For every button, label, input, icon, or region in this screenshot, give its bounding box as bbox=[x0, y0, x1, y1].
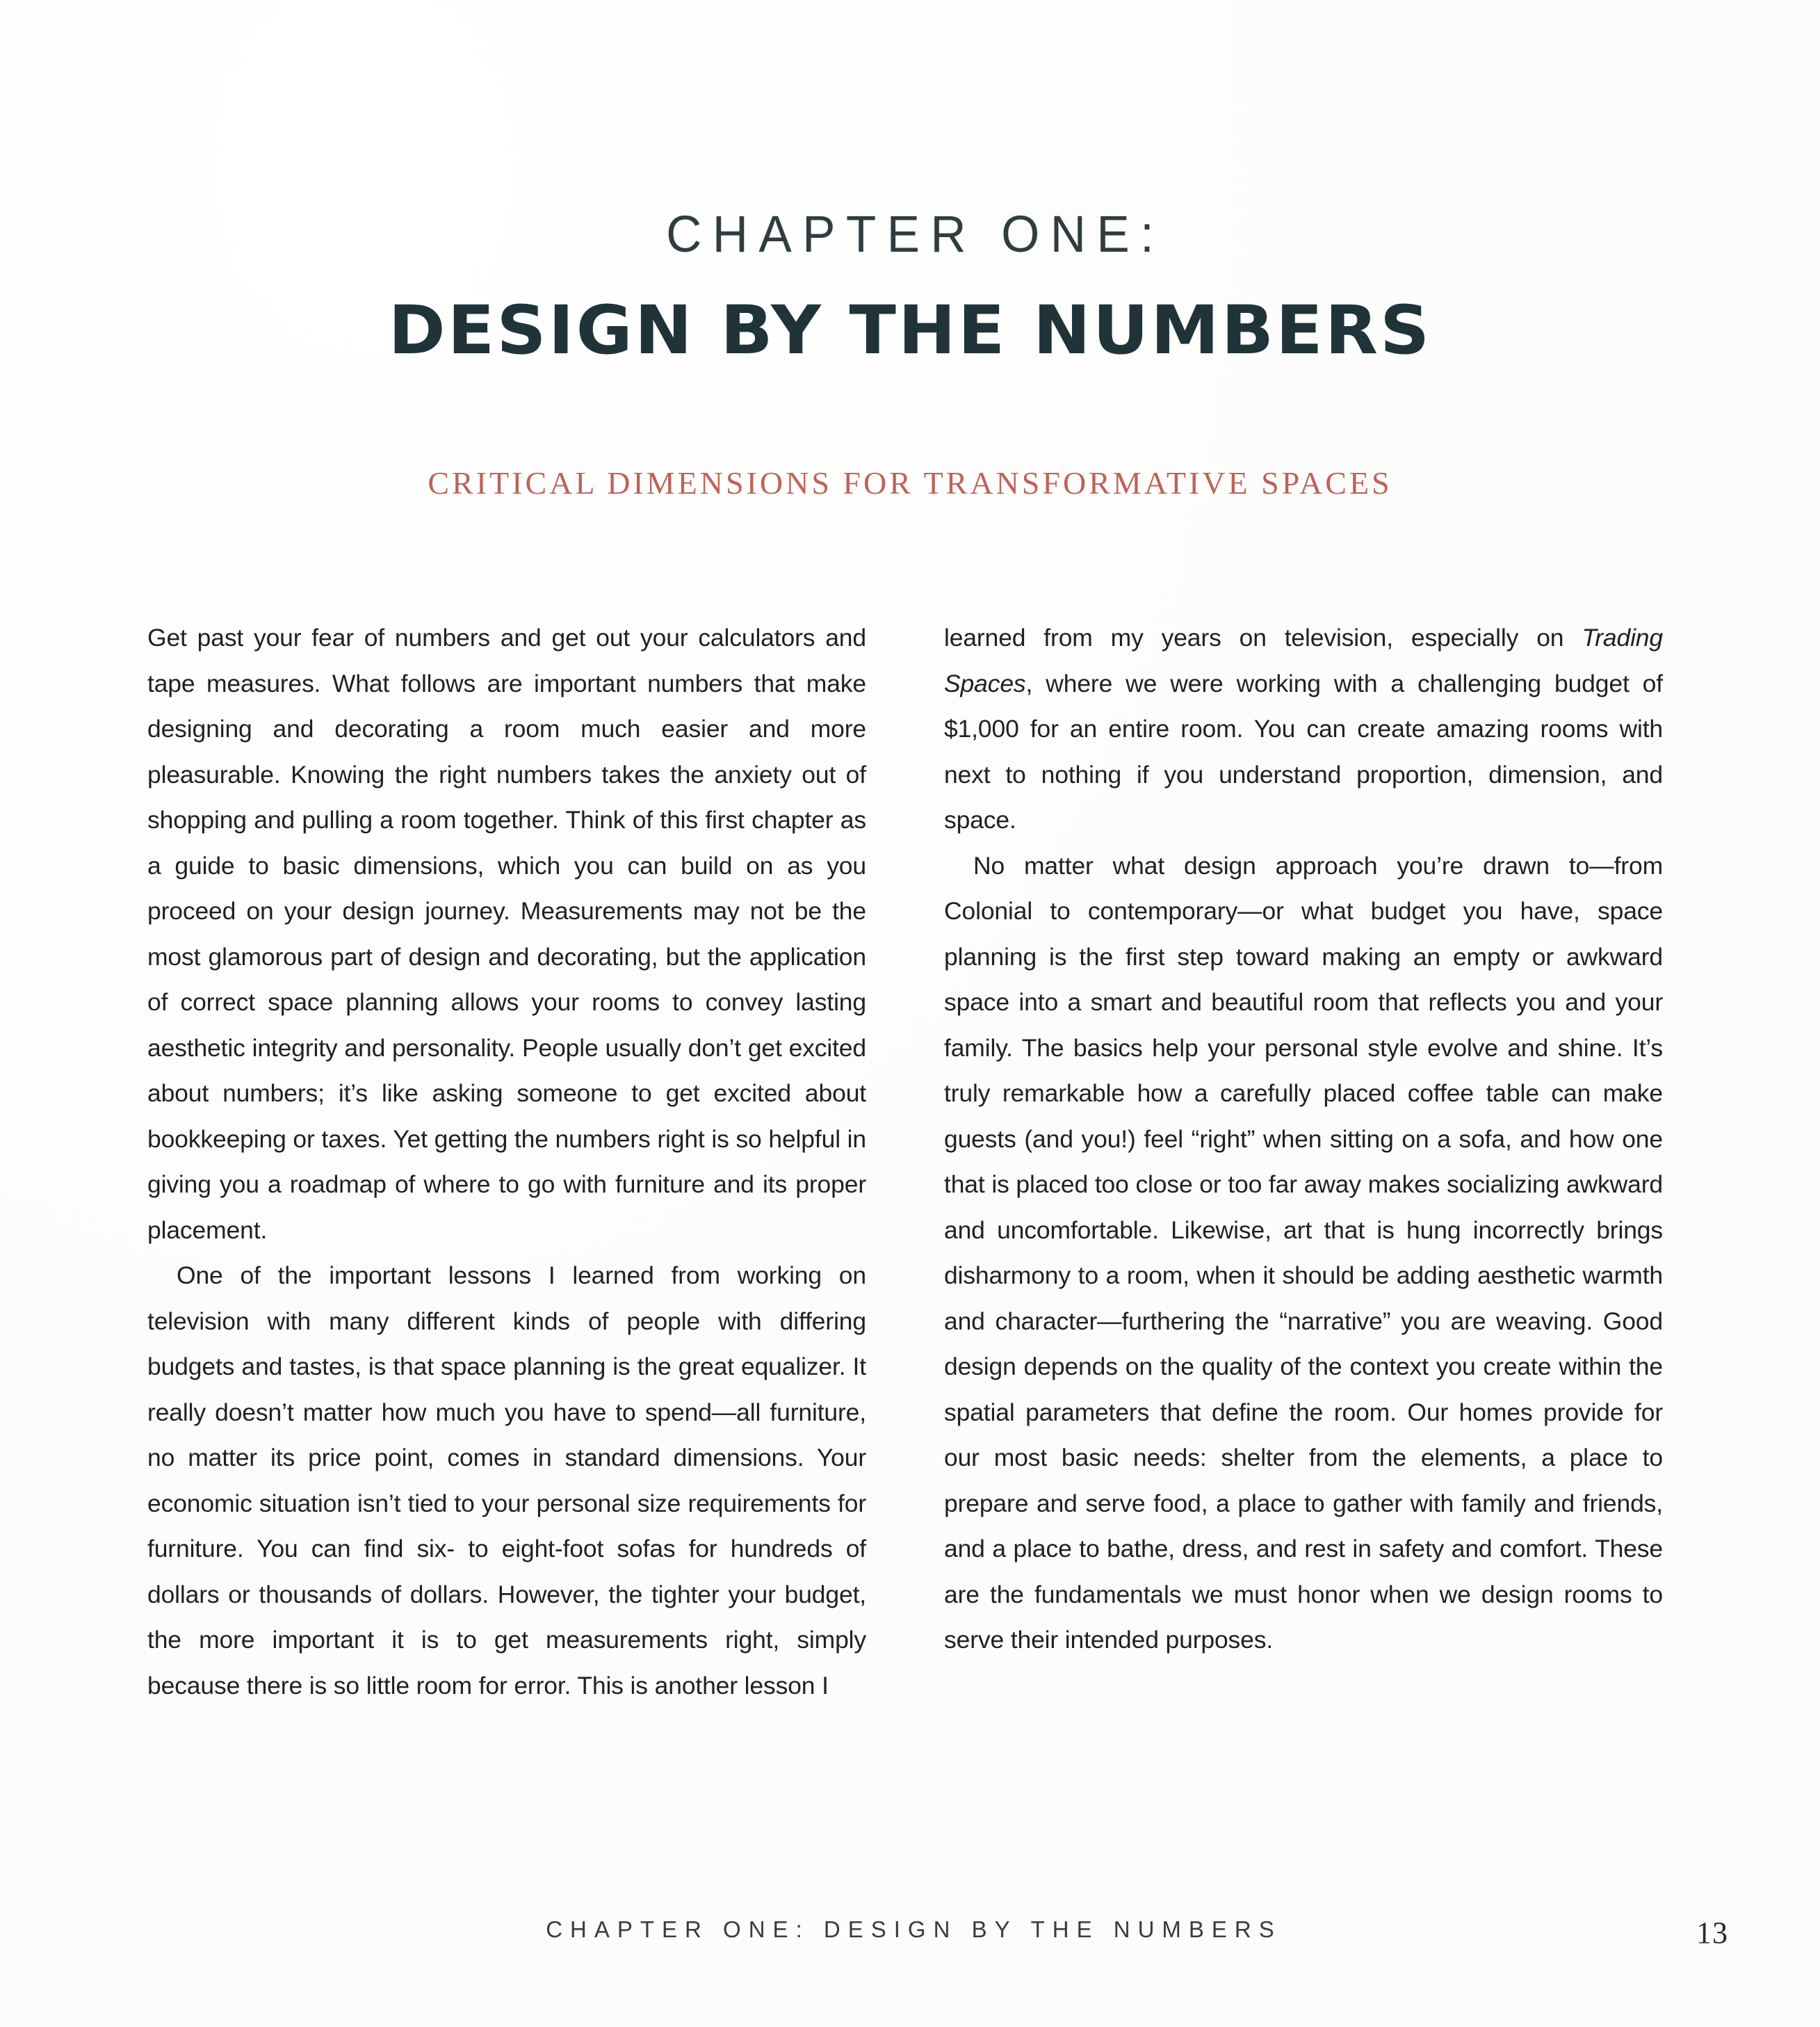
page-number: 13 bbox=[1696, 1916, 1728, 1950]
chapter-eyebrow: CHAPTER ONE: bbox=[666, 205, 1165, 263]
right-column bbox=[944, 615, 1663, 1709]
left-column bbox=[147, 615, 866, 1709]
chapter-header bbox=[0, 205, 1820, 369]
paragraph-space-planning: No matter what design approach you’re drawn to—from Colonial to contemporary—or what budget you have, space planning is the first step toward making an empty or awkward space into a smart and beautiful room that reflects you and your family. The basics help your personal style evolve and shine. It’s truly remarkable how a carefully placed coffee table can make guests (and you!) feel “right” when sitting on a sofa, and how one that is placed too close or too far away makes socializing awkward and uncomfortable. Likewise, art that is hung incorrectly brings disharmony to a room, when it should be adding aesthetic warmth and character—furthering the “narrative” you are weaving. Good design depends on the quality of the context you create within the spatial parameters that define the room. Our homes provide for our most basic needs: shelter from the elements, a place to prepare and serve food, a place to gather with family and friends, and a place to bathe, dress, and rest in safety and comfort. These are the fundamentals we must honor when we design rooms to serve their intended purposes. bbox=[944, 851, 1663, 1654]
page-footer bbox=[0, 1912, 1820, 1960]
body-columns bbox=[147, 615, 1663, 1709]
paragraph-text-before-title: learned from my years on television, especially on bbox=[944, 624, 1582, 652]
paragraph-lessons-start: One of the important lessons I learned from working on television with many different kinds of people with differing budgets and tastes, is that space planning is the great equalizer. It really doesn’t matter how much you have to spend—all furniture, no matter its price point, comes in standard dimensions. Your economic situation isn’t tied to your personal size requirements for furniture. You can find six- to eight-foot sofas for hundreds of dollars or thousands of dollars. However, the tighter your budget, the more important it is to get measurements right, simply because there is so little room for error. This is another lesson I bbox=[147, 1261, 866, 1699]
show-title-trading-spaces: Trading Spaces bbox=[944, 624, 1663, 697]
chapter-subtitle: CRITICAL DIMENSIONS FOR TRANSFORMATIVE SPACES bbox=[428, 465, 1392, 501]
paragraph-lessons-continued bbox=[944, 615, 1663, 843]
running-head: CHAPTER ONE: DESIGN BY THE NUMBERS bbox=[546, 1916, 1282, 1942]
page-title: DESIGN BY THE NUMBERS bbox=[388, 291, 1432, 369]
paragraph-intro: Get past your fear of numbers and get out your calculators and tape measures. What follows are important numbers that make designing and decorating a room much easier and more pleasurable. Knowing the right numbers takes the anxiety out of shopping and pulling a room together. Think of this first chapter as a guide to basic dimensions, which you can build on as you proceed on your design journey. Measurements may not be the most glamorous part of design and decorating, but the application of correct space planning allows your rooms to convey lasting aesthetic integrity and personality. People usually don’t get excited about numbers; it’s like asking someone to get excited about bookkeeping or taxes. Yet getting the numbers right is so helpful in giving you a roadmap of where to go with furniture and its proper placement. bbox=[147, 624, 866, 1244]
paragraph-text-after-title: , where we were working with a challenging budget of $1,000 for an entire room. You can create amazing rooms with next to nothing if you understand proportion, dimension, and space. bbox=[944, 669, 1663, 834]
